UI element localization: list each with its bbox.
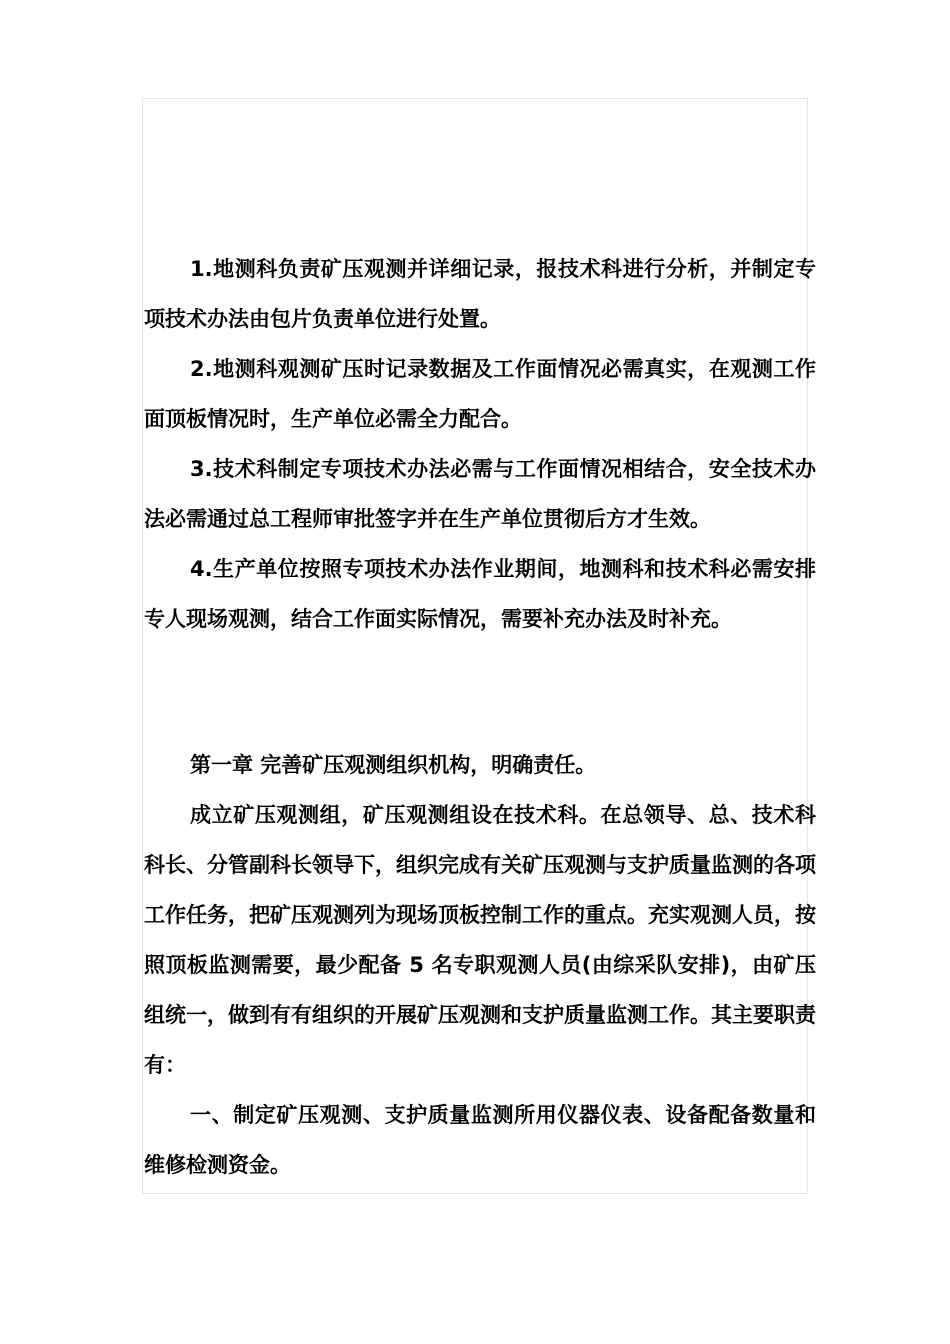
chapter-item-1: 一、制定矿压观测、支护质量监测所用仪器仪表、设备配备数量和维修检测资金。	[144, 1103, 816, 1177]
measure-item-4: 4.生产单位按照专项技术办法作业期间，地测科和技术科必需安排专人现场观测，结合工作面实际情况，需要补充办法及时补充。	[144, 557, 816, 631]
measure-item-3: 3.技术科制定专项技术办法必需与工作面情况相结合，安全技术办法必需通过总工程师审批签字并在生产单位贯彻后方才生效。	[144, 457, 816, 531]
measure-item-1: 1.地测科负责矿压观测并详细记录，报技术科进行分析，并制定专项技术办法由包片负责单位进行处置。	[144, 257, 816, 331]
chapter-section	[144, 740, 816, 1190]
chapter-body: 成立矿压观测组，矿压观测组设在技术科。在总领导、总、技术科科长、分管副科长领导下，组织完成有关矿压观测与支护质量监测的各项工作任务，把矿压观测列为现场顶板控制工作的重点。充实观测人员，按照顶板监测需要，最少配备 5 名专职观测人员(由综采队安排)，由矿压组统一，做到有有组织的开展矿压观测和支护质量监测工作。其主要职责有：	[144, 803, 816, 1077]
measure-item-2: 2.地测科观测矿压时记录数据及工作面情况必需真实，在观测工作面顶板情况时，生产单位必需全力配合。	[144, 357, 816, 431]
measures-section	[144, 244, 816, 644]
chapter-title: 第一章 完善矿压观测组织机构，明确责任。	[190, 753, 597, 777]
